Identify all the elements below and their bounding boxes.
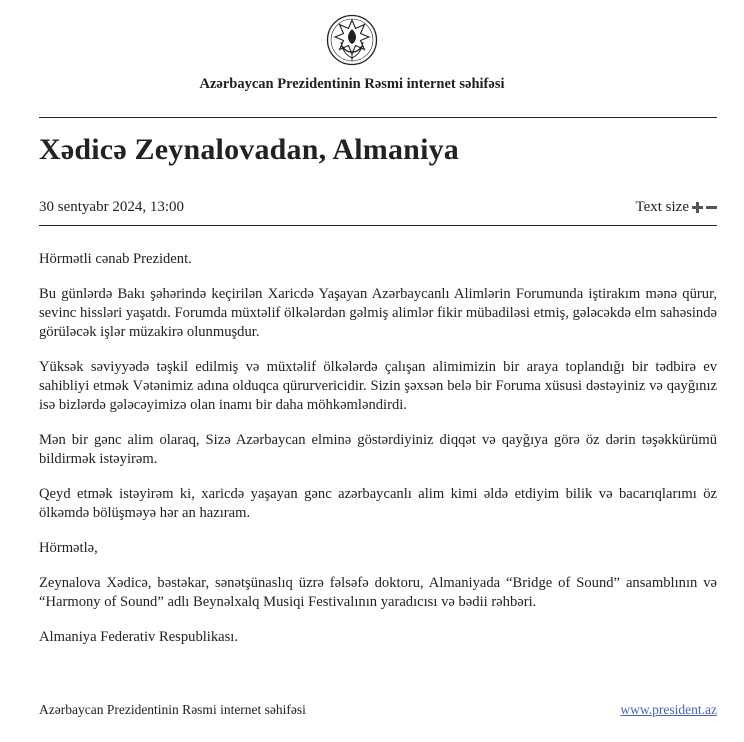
emblem-container [0,14,704,66]
text-size-decrease-button[interactable] [705,202,717,214]
minus-icon [706,202,717,213]
meta-divider [39,225,717,226]
azerbaijan-state-emblem-icon [326,14,378,66]
paragraph: Mən bir gənc alim olaraq, Sizə Azərbaycan elminə göstərdiyiniz diqqət və qayğıya görə öz dərin təşəkkürümü bildirmək istəyirəm. [39,432,717,467]
footer-website-link[interactable]: www.president.az [620,702,717,717]
paragraph: Bu günlərdə Bakı şəhərində keçirilən Xaricdə Yaşayan Azərbaycanlı Alimlərin Forumunda iştirakım mənə qürur, sevinc hissləri yaşatdı. Forumda müxtəlif ölkələrdən gəlmiş alimlər fikir mübadiləsi etmiş, gələcəkdə elm sahəsində görüləcək işlər müzakirə olunmuşdur. [39,286,717,340]
paragraph: Yüksək səviyyədə təşkil edilmiş və müxtəlif ölkələrdə çalışan alimimizin bir araya toplandığı bir tədbirə ev sahibliyi etmək Vətənimiz adına olduqca qürurvericidir. Sizin şəxsən belə bir Foruma xüsusi dəstəyiniz və qayğınız isə bizlərdə gələcəyimizə olan inamı bir daha möhkəmləndirdi. [39,359,717,413]
text-size-control [635,199,717,216]
paragraph-closing: Hörmətlə, [39,540,98,556]
paragraph-country: Almaniya Federativ Respublikası. [39,629,239,645]
site-title: Azərbaycan Prezidentinin Rəsmi internet səhifəsi [199,76,505,92]
plus-icon [692,202,703,213]
article-date: 30 sentyabr 2024, 13:00 [39,199,184,215]
paragraph-salutation: Hörmətli cənab Prezident. [39,251,192,267]
article-body [39,250,717,663]
text-size-label: Text size [635,199,689,215]
paragraph: Qeyd etmək istəyirəm ki, xaricdə yaşayan gənc azərbaycanlı alim kimi əldə etdiyim bilik və bacarıqlarımı öz ölkəmdə bölüşməyə hər an hazıram. [39,486,717,521]
header-divider [39,117,717,118]
footer-site-name: Azərbaycan Prezidentinin Rəsmi internet səhifəsi [39,702,306,717]
text-size-increase-button[interactable] [691,202,703,214]
article-title: Xədicə Zeynalovadan, Almaniya [39,133,459,166]
paragraph-signature: Zeynalova Xədicə, bəstəkar, sənətşünaslıq üzrə fəlsəfə doktoru, Almaniyada “Bridge of Sound” ansamblının və “Harmony of Sound” adlı Beynəlxalq Musiqi Festivalının yaradıcısı və bədii rəhbəri. [39,575,717,610]
